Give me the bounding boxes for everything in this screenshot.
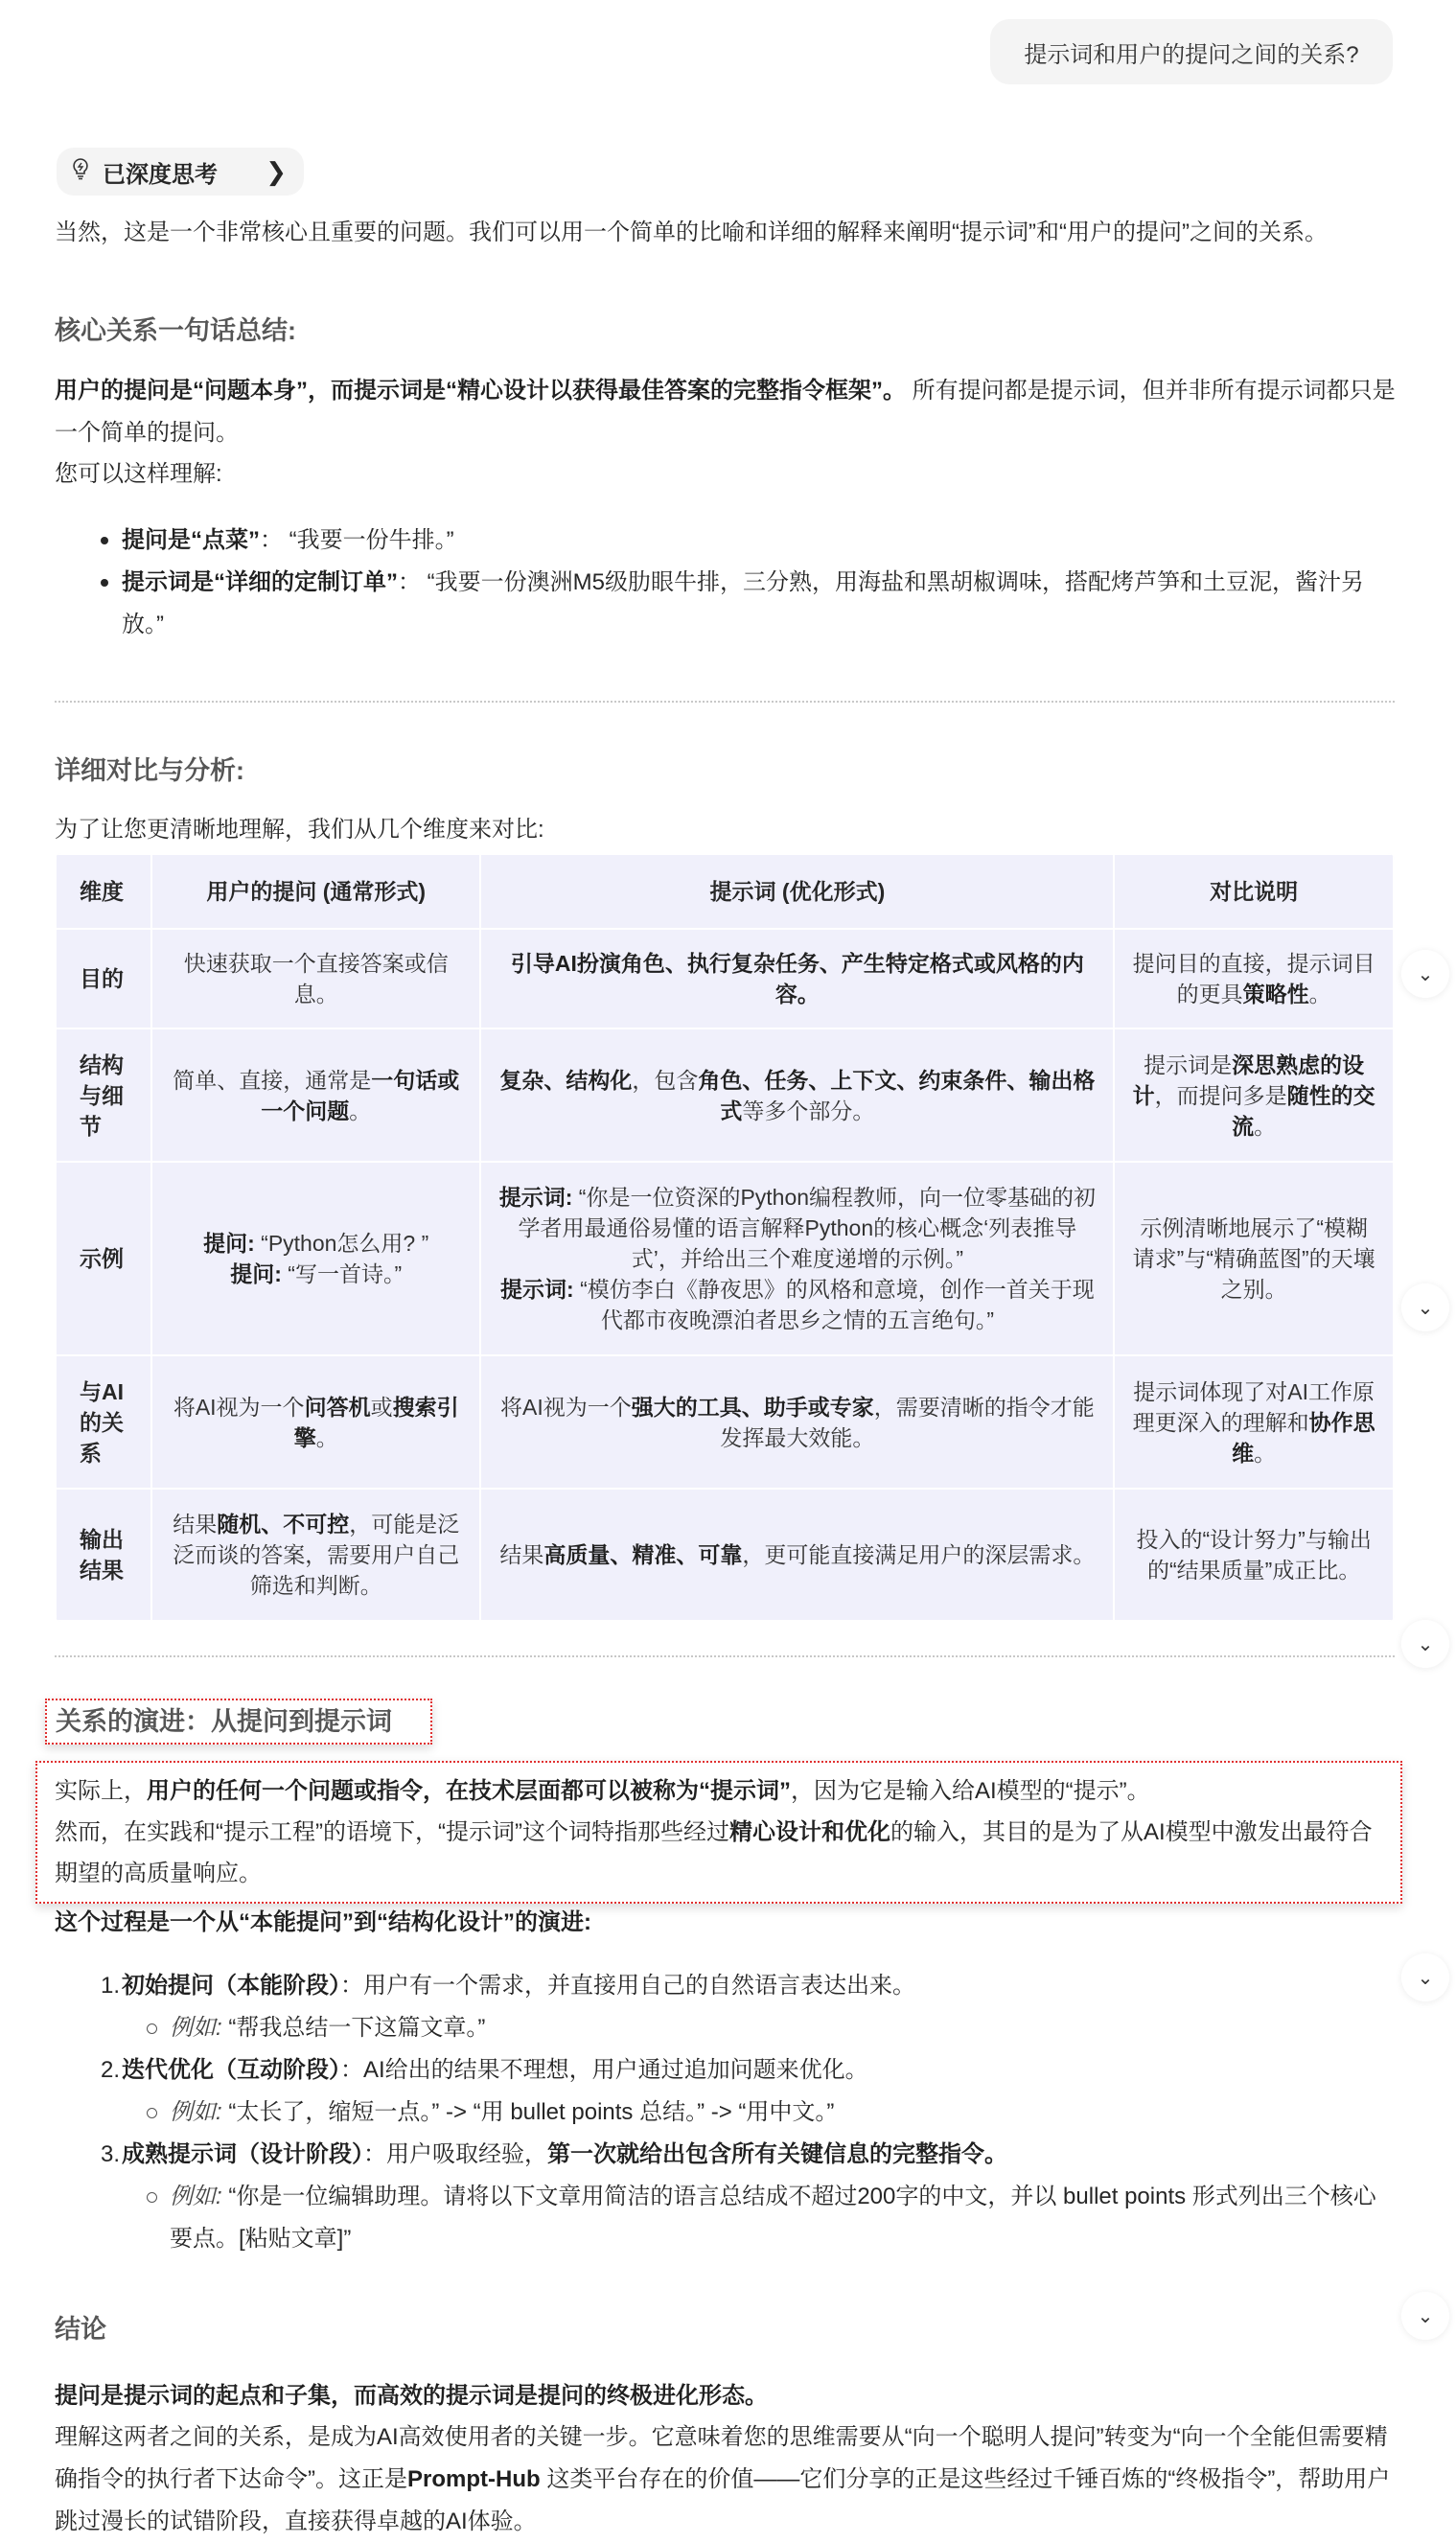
- lead-text: 您可以这样理解:: [55, 461, 222, 487]
- chevron-down-icon: ⌄: [1417, 963, 1434, 985]
- example-item: [101, 2176, 1397, 2260]
- expand-button[interactable]: [1401, 2292, 1449, 2340]
- list-item: [101, 562, 1397, 646]
- text: 结构与细节: [80, 1052, 124, 1139]
- text: 将AI视为一个: [500, 1394, 632, 1420]
- chevron-down-icon: ⌄: [1417, 1297, 1434, 1319]
- highlighted-heading-box: [45, 1699, 432, 1745]
- table-cell: [151, 1029, 481, 1162]
- column-header: 提示词 (优化形式): [480, 854, 1114, 929]
- chevron-right-icon: ❯: [266, 156, 287, 186]
- text: ，可能是泛泛而谈的答案，需要用户自己筛选和判断。: [173, 1512, 460, 1598]
- section-heading: 详细对比与分析:: [55, 756, 244, 785]
- text: 所有提问都是提示词，但并非所有提示词都只是一个简单的提问。: [55, 378, 1396, 446]
- deep-thinking-toggle[interactable]: [57, 148, 304, 196]
- text: 。: [315, 1424, 338, 1450]
- step-text: [122, 2057, 868, 2083]
- text: 理解这两者之间的关系，是成为AI高效使用者的关键一步。它意味着您的思维需要从“向一个聪明人提问”转变为“向一个全能但需要精确指令的执行者下达命令”。这正是: [55, 2424, 1388, 2492]
- bold-text: 引导AI扮演角色、执行复杂任务、产生特定格式或风格的内容。: [510, 951, 1084, 1006]
- table-cell: [1114, 929, 1394, 1029]
- expand-button[interactable]: [1401, 950, 1449, 998]
- table-cell: [56, 1029, 151, 1162]
- text: ：用户吸取经验，: [363, 2141, 547, 2167]
- paragraph: [55, 1770, 1383, 1812]
- example-label: 例如:: [170, 2184, 222, 2209]
- section-heading: 结论: [55, 2315, 106, 2344]
- text: 的输入，其目的是为了从AI模型中激发出最符合期望的高质量响应。: [55, 1819, 1373, 1886]
- lead-text: 这个过程是一个从“本能提问”到“结构化设计”的演进:: [55, 1909, 591, 1935]
- text: “写一首诗。”: [281, 1261, 403, 1286]
- text: 示例清晰地展示了“模糊请求”与“精确蓝图”的天壤之别。: [1132, 1215, 1375, 1302]
- text: ，包含: [632, 1067, 699, 1093]
- table-cell: [151, 1162, 481, 1355]
- bold-text: 复杂、结构化: [499, 1067, 633, 1093]
- text: 提示词体现了对AI工作原理更深入的理解和: [1132, 1378, 1375, 1435]
- text: 。: [1254, 1440, 1277, 1466]
- list-item: [101, 1965, 1397, 2007]
- bold-text: 协作思维: [1232, 1409, 1375, 1466]
- table-cell: [480, 1162, 1114, 1355]
- table-row: [56, 1489, 1394, 1621]
- bold-text: 一句话或一个问题: [261, 1067, 460, 1123]
- bold-text: 角色、任务、上下文、约束条件、输出格式: [698, 1067, 1096, 1123]
- step-text: [122, 1973, 915, 1999]
- text: 目的: [80, 966, 124, 991]
- thinking-label: 已深度思考: [103, 161, 218, 188]
- expand-button[interactable]: [1401, 1283, 1449, 1331]
- text: ，因为它是输入给AI模型的“提示”。: [791, 1778, 1150, 1804]
- bold-text: 高质量、精准、可靠: [543, 1542, 743, 1567]
- chevron-down-icon: ⌄: [1417, 2305, 1434, 2327]
- example-text: “帮我总结一下这篇文章。”: [221, 2015, 486, 2041]
- user-question: 提示词和用户的提问之间的关系?: [1024, 41, 1359, 68]
- table-cell: [56, 929, 151, 1029]
- text: ，需要清晰的指令才能发挥最大效能。: [720, 1394, 1095, 1450]
- example-item: [101, 2007, 1397, 2049]
- step-text: [122, 2141, 1007, 2167]
- text: ，而提问多是: [1154, 1082, 1287, 1108]
- example-label: 例如:: [170, 2099, 222, 2125]
- bold-text: 提示词:: [500, 1277, 574, 1302]
- text: 投入的“设计努力”与输出的“结果质量”成正比。: [1136, 1527, 1372, 1583]
- table-cell: [56, 1162, 151, 1355]
- bold-text: 搜索引擎: [293, 1394, 459, 1450]
- bold-text: 提问是“点菜”: [122, 527, 260, 553]
- text: “Python怎么用? ”: [254, 1231, 429, 1256]
- section-heading: 关系的演进：从提问到提示词: [56, 1707, 392, 1736]
- table-header-row: [56, 854, 1394, 929]
- text: 或: [370, 1394, 393, 1420]
- bold-text: 提问:: [230, 1261, 282, 1286]
- text: 简单、直接，通常是: [173, 1067, 372, 1093]
- step-number: 2.: [101, 2057, 121, 2083]
- bold-text: 强大的工具、助手或专家: [631, 1394, 874, 1420]
- text: 。: [349, 1098, 372, 1123]
- intro-paragraph: [55, 219, 1397, 247]
- bold-text: 提示词是“详细的定制订单”: [122, 569, 398, 595]
- paragraph: [55, 1812, 1383, 1894]
- table-cell: [151, 1489, 481, 1621]
- list-item: [101, 520, 1397, 562]
- table-cell: [480, 929, 1114, 1029]
- text: 当然，这是一个非常核心且重要的问题。我们可以用一个简单的比喻和详细的解释来阐明“提示词”和“用户的提问”之间的关系。: [55, 220, 1328, 245]
- bold-text: 随机、不可控: [217, 1512, 350, 1537]
- column-header: 对比说明: [1114, 854, 1394, 929]
- bold-text: 策略性: [1242, 982, 1309, 1006]
- text: 将AI视为一个: [173, 1394, 305, 1420]
- text: 。: [1254, 1113, 1277, 1139]
- text: 结果: [173, 1512, 218, 1537]
- text: 输出结果: [80, 1527, 124, 1583]
- table-cell: [1114, 1355, 1394, 1489]
- text: 提问目的直接，提示词目的更具: [1132, 951, 1375, 1006]
- text: ：AI给出的结果不理想，用户通过追加问题来优化。: [340, 2057, 868, 2083]
- text: ： “我要一份澳洲M5级肋眼牛排，三分熟，用海盐和黑胡椒调味，搭配烤芦笋和土豆泥，酱汁另放。”: [122, 569, 1364, 637]
- text: 结果: [499, 1542, 544, 1567]
- table-cell: [151, 1355, 481, 1489]
- lead-text: 为了让您更清晰地理解，我们从几个维度来对比:: [55, 817, 544, 843]
- bold-text: 迭代优化（互动阶段）: [122, 2057, 340, 2083]
- text: ，更可能直接满足用户的深层需求。: [742, 1542, 1096, 1567]
- conclusion-paragraph: [55, 2416, 1395, 2543]
- bold-text: 用户的任何一个问题或指令，在技术层面都可以被称为“提示词”: [147, 1778, 791, 1804]
- bold-text: Prompt-Hub: [407, 2466, 541, 2492]
- text: ： “我要一份牛排。”: [260, 527, 454, 553]
- table-cell: [1114, 1489, 1394, 1621]
- bold-text: 用户的提问是“问题本身”，而提示词是“精心设计以获得最佳答案的完整指令框架”。: [55, 378, 906, 404]
- user-message-bubble: [990, 19, 1393, 84]
- bold-text: 初始提问（本能阶段）: [122, 1973, 340, 1999]
- text: 实际上，: [55, 1778, 147, 1804]
- bold-text: 成熟提示词（设计阶段）: [122, 2141, 363, 2167]
- bold-text: 随性的交流: [1232, 1082, 1375, 1139]
- table-row: [56, 1355, 1394, 1489]
- text: 等多个部分。: [742, 1098, 875, 1123]
- bold-text: 问答机: [304, 1394, 371, 1420]
- bold-text: 深思熟虑的设计: [1132, 1052, 1365, 1108]
- chevron-down-icon: ⌄: [1417, 1633, 1434, 1655]
- column-header: 用户的提问 (通常形式): [151, 854, 481, 929]
- expand-button[interactable]: [1401, 1620, 1449, 1668]
- bold-text: 提示词:: [498, 1185, 573, 1210]
- table-row: [56, 929, 1394, 1029]
- lower-content: [55, 853, 1395, 2543]
- bold-text: 精心设计和优化: [728, 1819, 890, 1845]
- table-cell: [1114, 1029, 1394, 1162]
- list-item: [101, 2049, 1397, 2092]
- example-text: “太长了，缩短一点。” -> “用 bullet points 总结。” -> “用中文。”: [221, 2099, 835, 2125]
- chevron-down-icon: ⌄: [1417, 1967, 1434, 1989]
- bold-text: 第一次就给出包含所有关键信息的完整指令。: [547, 2141, 1007, 2167]
- column-header: 维度: [56, 854, 151, 929]
- table-cell: [480, 1355, 1114, 1489]
- text: 这类平台存在的价值——它们分享的正是这些经过千锤百炼的“终极指令”，帮助用户跳过漫长的试错阶段，直接获得卓越的AI体验。: [55, 2466, 1391, 2534]
- table-cell: [480, 1029, 1114, 1162]
- table-cell: [56, 1489, 151, 1621]
- text: 快速获取一个直接答案或信息。: [183, 951, 449, 1006]
- table-cell: [56, 1355, 151, 1489]
- highlighted-paragraph-box: [35, 1761, 1402, 1904]
- section-heading: 核心关系一句话总结:: [55, 316, 296, 345]
- table-cell: [480, 1489, 1114, 1621]
- text: “模仿李白《静夜思》的风格和意境，创作一首关于现代都市夜晚漂泊者思乡之情的五言绝句。”: [573, 1277, 1095, 1332]
- comparison-table: [55, 853, 1395, 1622]
- divider: [55, 1655, 1395, 1657]
- text: 。: [1308, 982, 1331, 1006]
- step-number: 3.: [101, 2141, 121, 2167]
- example-item: [101, 2092, 1397, 2134]
- table-row: [56, 1029, 1394, 1162]
- evolution-steps: [101, 1965, 1397, 2260]
- analogy-list: [101, 520, 1397, 646]
- conclusion-bold: 提问是提示词的起点和子集，而高效的提示词是提问的终极进化形态。: [55, 2383, 768, 2409]
- expand-button[interactable]: [1401, 1953, 1449, 2001]
- text: 示例: [80, 1246, 124, 1271]
- text: 然而，在实践和“提示工程”的语境下，“提示词”这个词特指那些经过: [55, 1819, 729, 1845]
- divider: [55, 701, 1395, 703]
- lightbulb-icon: [72, 157, 89, 187]
- text: 与AI的关系: [80, 1378, 124, 1466]
- table-cell: [1114, 1162, 1394, 1355]
- list-item: [101, 2134, 1397, 2176]
- bold-text: 提问:: [203, 1231, 255, 1256]
- text: 提示词是: [1144, 1052, 1233, 1077]
- table-cell: [151, 929, 481, 1029]
- table-row: [56, 1162, 1394, 1355]
- example-text: “你是一位编辑助理。请将以下文章用简洁的语言总结成不超过200字的中文，并以 bullet points 形式列出三个核心要点。[粘贴文章]”: [170, 2184, 1376, 2252]
- text: “你是一位资深的Python编程教师，向一位零基础的初学者用最通俗易懂的语言解释Python的核心概念‘列表推导式’，并给出三个难度递增的示例。”: [518, 1185, 1097, 1271]
- text: ：用户有一个需求，并直接用自己的自然语言表达出来。: [340, 1973, 915, 1999]
- step-number: 1.: [101, 1973, 121, 1999]
- summary-paragraph: [55, 370, 1397, 454]
- example-label: 例如:: [170, 2015, 222, 2041]
